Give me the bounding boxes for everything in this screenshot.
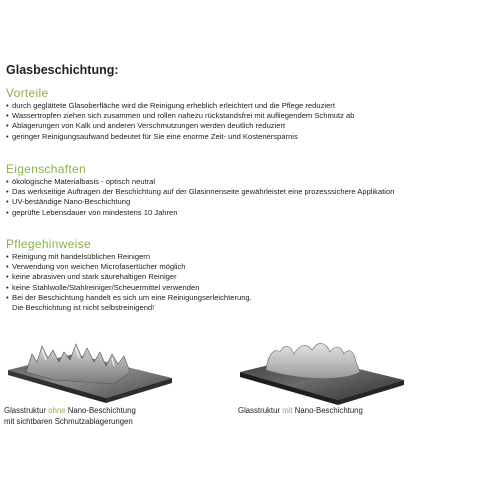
section-eigenschaften: [6, 162, 486, 218]
bullet-icon: •: [6, 187, 9, 197]
list-item: • Bei der Beschichtung handelt es sich um eine Reinigungserleichterung.: [6, 292, 252, 302]
list-item: • UV-beständige Nano-Beschichtung: [6, 197, 131, 207]
list-item: • Verwendung von weichen Microfasertücher möglich: [6, 262, 186, 272]
bullet-icon: •: [6, 197, 9, 207]
list-item: • Ablagerungen von Kalk und anderen Verschmutzungen werden deutlich reduziert: [6, 121, 286, 131]
section-heading: Eigenschaften: [6, 162, 86, 176]
bullet-list: [6, 177, 486, 218]
list-item: • keine abrasiven und stark säurehaltigen Reiniger: [6, 272, 177, 282]
caption-highlight: ohne: [48, 406, 66, 415]
bullet-list: [6, 101, 486, 142]
list-item-continuation: Die Beschichtung ist nicht selbstreinigend!: [12, 303, 155, 313]
section-heading: Vorteile: [6, 86, 49, 100]
bullet-icon: •: [6, 207, 9, 217]
bullet-list: [6, 252, 486, 313]
caption-without-coating: Glasstruktur ohne Nano-Beschichtung mit sichtbaren Schmutzablagerungen: [4, 406, 136, 426]
list-item: • Wassertropfen ziehen sich zusammen und rollen nahezu rückstandsfrei mit aufliegendem Schmutz ab: [6, 111, 355, 121]
list-item: • geringer Reinigungsaufwand bedeutet für Sie eine enorme Zeit- und Kostenersparnis: [6, 131, 298, 141]
bullet-icon: •: [6, 252, 9, 261]
glass-with-coating-illustration: [236, 332, 406, 407]
bullet-icon: •: [6, 131, 9, 141]
glass-without-coating-illustration: [4, 332, 174, 407]
coating-layer-shape: [266, 343, 360, 378]
list-item: • keine Stahlwolle/Stahlreiniger/Scheuermittel verwenden: [6, 282, 200, 292]
bullet-icon: •: [6, 111, 9, 121]
bullet-icon: •: [6, 292, 9, 302]
bullet-icon: •: [6, 121, 9, 131]
list-item: • ökologische Materialbasis - optisch neutral: [6, 177, 156, 186]
list-item: • durch geglättete Glasoberfläche wird die Reinigung erheblich erleichtert und die Pflege reduziert: [6, 101, 335, 110]
list-item: • Das werkseitige Auftragen der Beschichtung auf der Glasinnenseite gewährleistet eine prozesssichere Applikation: [6, 187, 395, 197]
page-title: Glasbeschichtung:: [6, 63, 119, 77]
bullet-icon: •: [6, 101, 9, 110]
bullet-icon: •: [6, 282, 9, 292]
bullet-icon: •: [6, 272, 9, 282]
bullet-icon: •: [6, 262, 9, 272]
caption-highlight: mit: [282, 406, 293, 415]
list-item: • Reinigung mit handelsüblichen Reinigern: [6, 252, 151, 261]
section-vorteile: [6, 86, 486, 142]
list-item: • geprüfte Lebensdauer von mindestens 10 Jahren: [6, 207, 178, 217]
section-pflegehinweise: [6, 237, 486, 313]
bullet-icon: •: [6, 177, 9, 186]
caption-with-coating: Glasstruktur mit Nano-Beschichtung: [238, 406, 363, 415]
section-heading: Pflegehinweise: [6, 237, 91, 251]
